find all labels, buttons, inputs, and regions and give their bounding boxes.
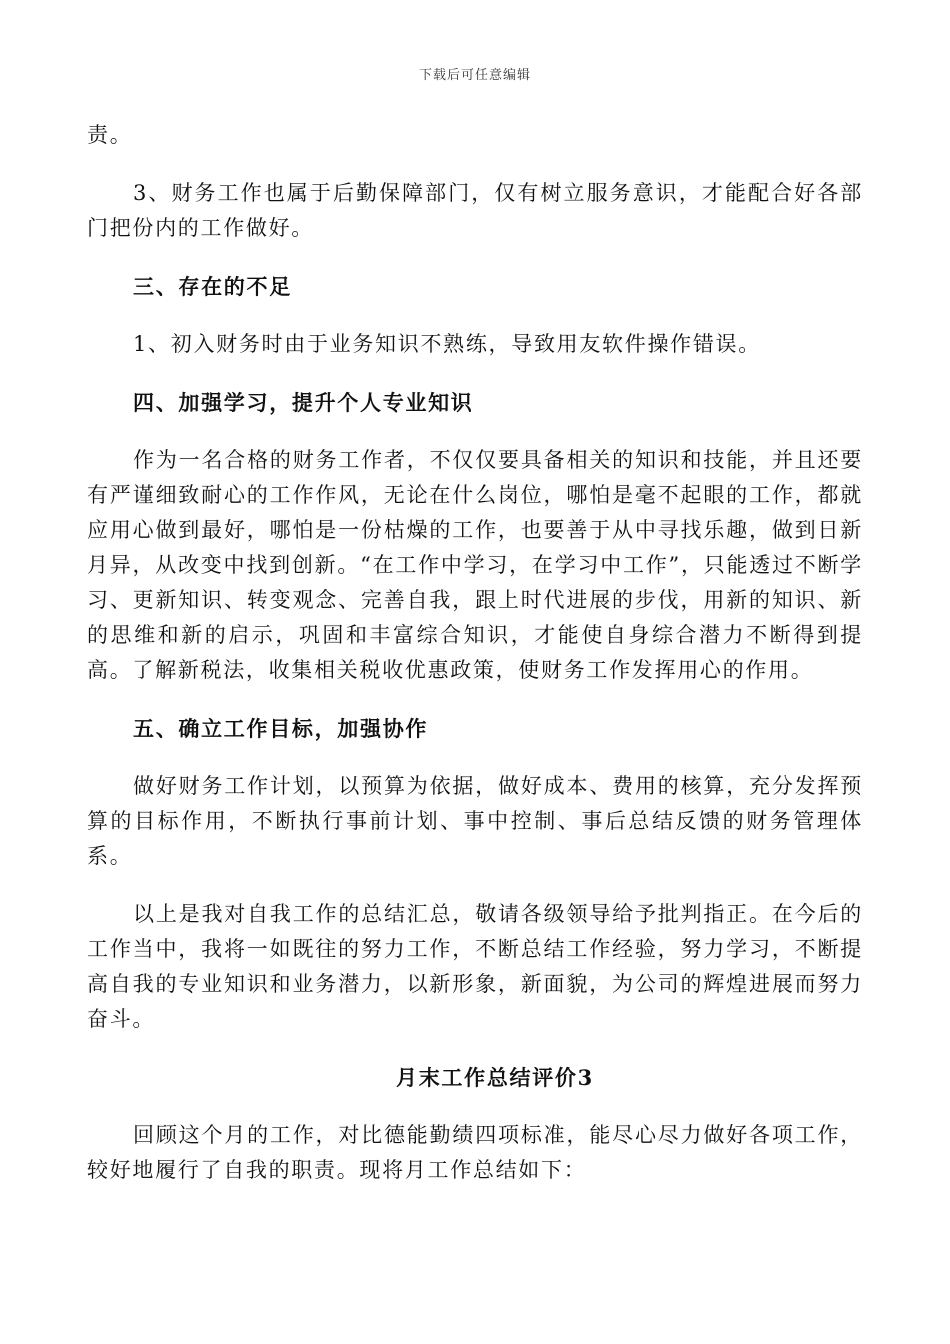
article-title: 月末工作总结评价3: [396, 1065, 594, 1090]
paragraph-study: 作为一名合格的财务工作者，不仅仅要具备相关的知识和技能，并且还要有严谨细致耐心的工作作风，无论在什么岗位，哪怕是毫不起眼的工作，都就应用心做到最好，哪怕是一份枯燥的工作，也要善于从中寻找乐趣，做到日新月异，从改变中找到创新。“在工作中学习，在学习中工作”，只能透过不断学习、更新知识、转变观念、完善自我，跟上时代进展的步伐，用新的知识、新的思维和新的启示，巩固和丰富综合知识，才能使自身综合潜力不断得到提高。了解新税法，收集相关税收优惠政策，使财务工作发挥用心的作用。: [87, 448, 863, 682]
paragraph-review: 回顾这个月的工作，对比德能勤绩四项标准，能尽心尽力做好各项工作，较好地履行了自我的职责。现将月工作总结如下：: [87, 1123, 863, 1182]
paragraph-item-3: 3、财务工作也属于后勤保障部门，仅有树立服务意识，才能配合好各部门把份内的工作做好。: [87, 181, 863, 240]
section-heading-4: 四、加强学习，提升个人专业知识: [133, 390, 474, 415]
paragraph-shortcoming-1: 1、初入财务时由于业务知识不熟练，导致用友软件操作错误。: [133, 332, 761, 356]
paragraph-continuation: 责。: [87, 123, 133, 147]
document-body: [87, 118, 863, 1188]
page-header: 下载后可任意编辑: [418, 68, 531, 83]
section-heading-5: 五、确立工作目标，加强协作: [133, 716, 429, 741]
section-heading-3: 三、存在的不足: [133, 274, 292, 299]
paragraph-goals: 做好财务工作计划，以预算为依据，做好成本、费用的核算，充分发挥预算的目标作用，不断执行事前计划、事中控制、事后总结反馈的财务管理体系。: [87, 774, 863, 868]
paragraph-conclusion: 以上是我对自我工作的总结汇总，敬请各级领导给予批判指正。在今后的工作当中，我将一如既往的努力工作，不断总结工作经验，努力学习，不断提高自我的专业知识和业务潜力，以新形象，新面貌，为公司的辉煌进展而努力奋斗。: [87, 902, 863, 1031]
